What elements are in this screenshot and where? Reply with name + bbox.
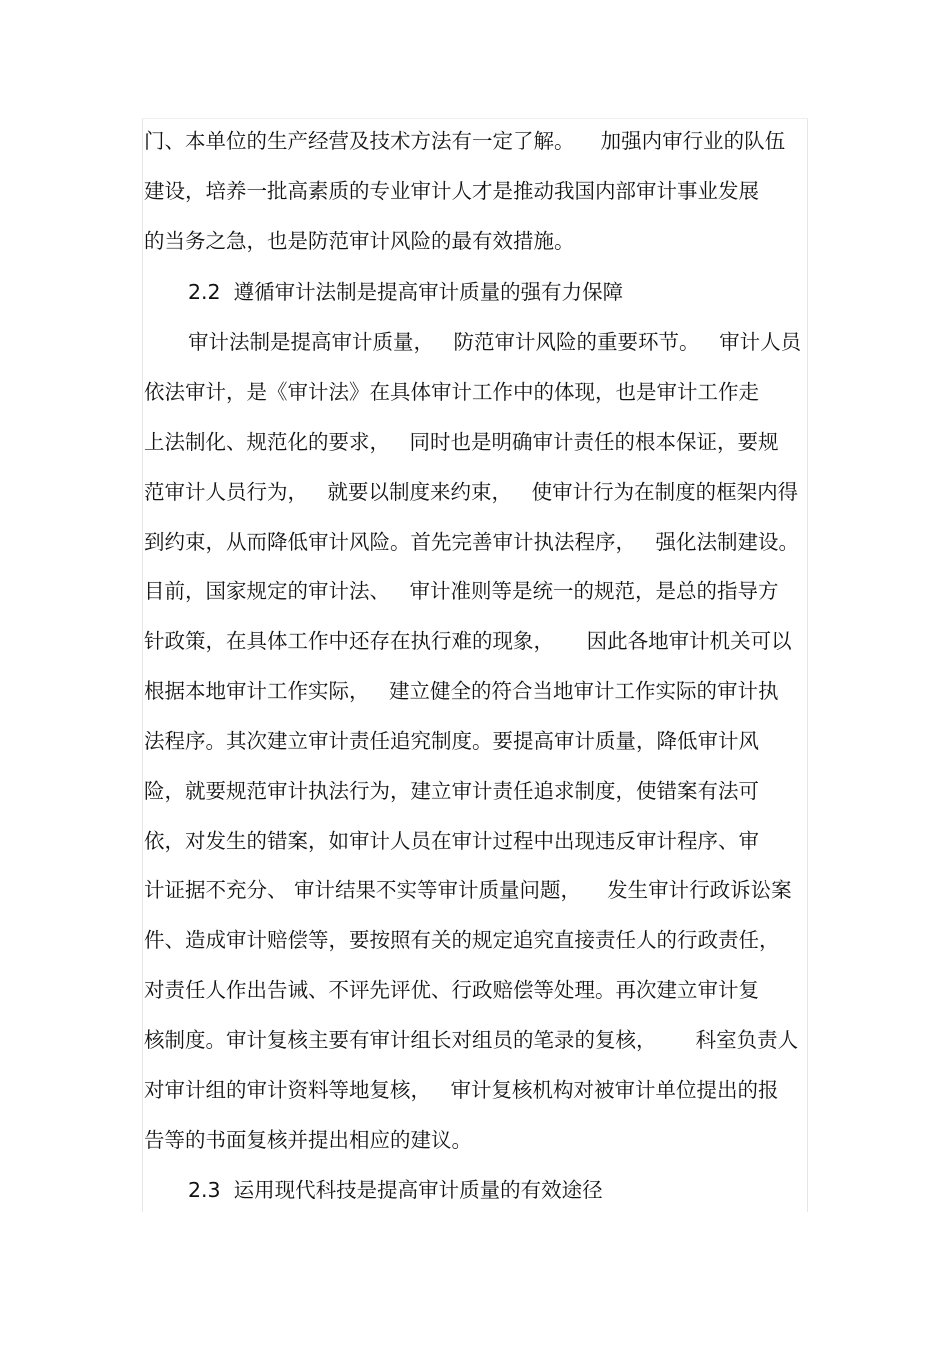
text-line: 对审计组的审计资料等地复核， 审计复核机构对被审计单位提出的报 bbox=[144, 1078, 779, 1102]
section-heading-2-2: 2.2 遵循审计法制是提高审计质量的强有力保障 bbox=[188, 280, 624, 304]
text-line: 依法审计，是《审计法》在具体审计工作中的体现，也是审计工作走 bbox=[144, 380, 759, 404]
text-line: 告等的书面复核并提出相应的建议。 bbox=[144, 1128, 472, 1152]
page-border-left bbox=[142, 118, 143, 1212]
text-line: 范审计人员行为， 就要以制度来约束， 使审计行为在制度的框架内得 bbox=[144, 480, 799, 504]
text-line: 门、本单位的生产经营及技术方法有一定了解。 加强内审行业的队伍 bbox=[144, 129, 786, 153]
text-line: 的当务之急，也是防范审计风险的最有效措施。 bbox=[144, 229, 575, 253]
text-line: 核制度。审计复核主要有审计组长对组员的笔录的复核， 科室负责人 bbox=[144, 1028, 799, 1052]
text-line: 审计法制是提高审计质量， 防范审计风险的重要环节。 审计人员 bbox=[188, 330, 802, 354]
text-line: 建设，培养一批高素质的专业审计人才是推动我国内部审计事业发展 bbox=[144, 179, 759, 203]
text-line: 险，就要规范审计执法行为，建立审计责任追求制度，使错案有法可 bbox=[144, 779, 759, 803]
text-line: 针政策，在具体工作中还存在执行难的现象， 因此各地审计机关可以 bbox=[144, 629, 792, 653]
page-border-top bbox=[142, 118, 808, 119]
section-heading-2-3: 2.3 运用现代科技是提高审计质量的有效途径 bbox=[188, 1178, 603, 1202]
text-line: 对责任人作出告诫、不评先评优、行政赔偿等处理。再次建立审计复 bbox=[144, 978, 759, 1002]
text-line: 到约束，从而降低审计风险。首先完善审计执法程序， 强化法制建设。 bbox=[144, 530, 800, 554]
text-line: 法程序。其次建立审计责任追究制度。要提高审计质量，降低审计风 bbox=[144, 729, 759, 753]
text-line: 目前，国家规定的审计法、 审计准则等是统一的规范，是总的指导方 bbox=[144, 579, 779, 603]
text-line: 依，对发生的错案，如审计人员在审计过程中出现违反审计程序、审 bbox=[144, 829, 759, 853]
text-line: 件、造成审计赔偿等，要按照有关的规定追究直接责任人的行政责任， bbox=[144, 928, 780, 952]
text-line: 计证据不充分、 审计结果不实等审计质量问题， 发生审计行政诉讼案 bbox=[144, 878, 792, 902]
text-line: 上法制化、规范化的要求， 同时也是明确审计责任的根本保证，要规 bbox=[144, 430, 779, 454]
page-border-right bbox=[807, 118, 808, 1212]
text-line: 根据本地审计工作实际， 建立健全的符合当地审计工作实际的审计执 bbox=[144, 679, 779, 703]
